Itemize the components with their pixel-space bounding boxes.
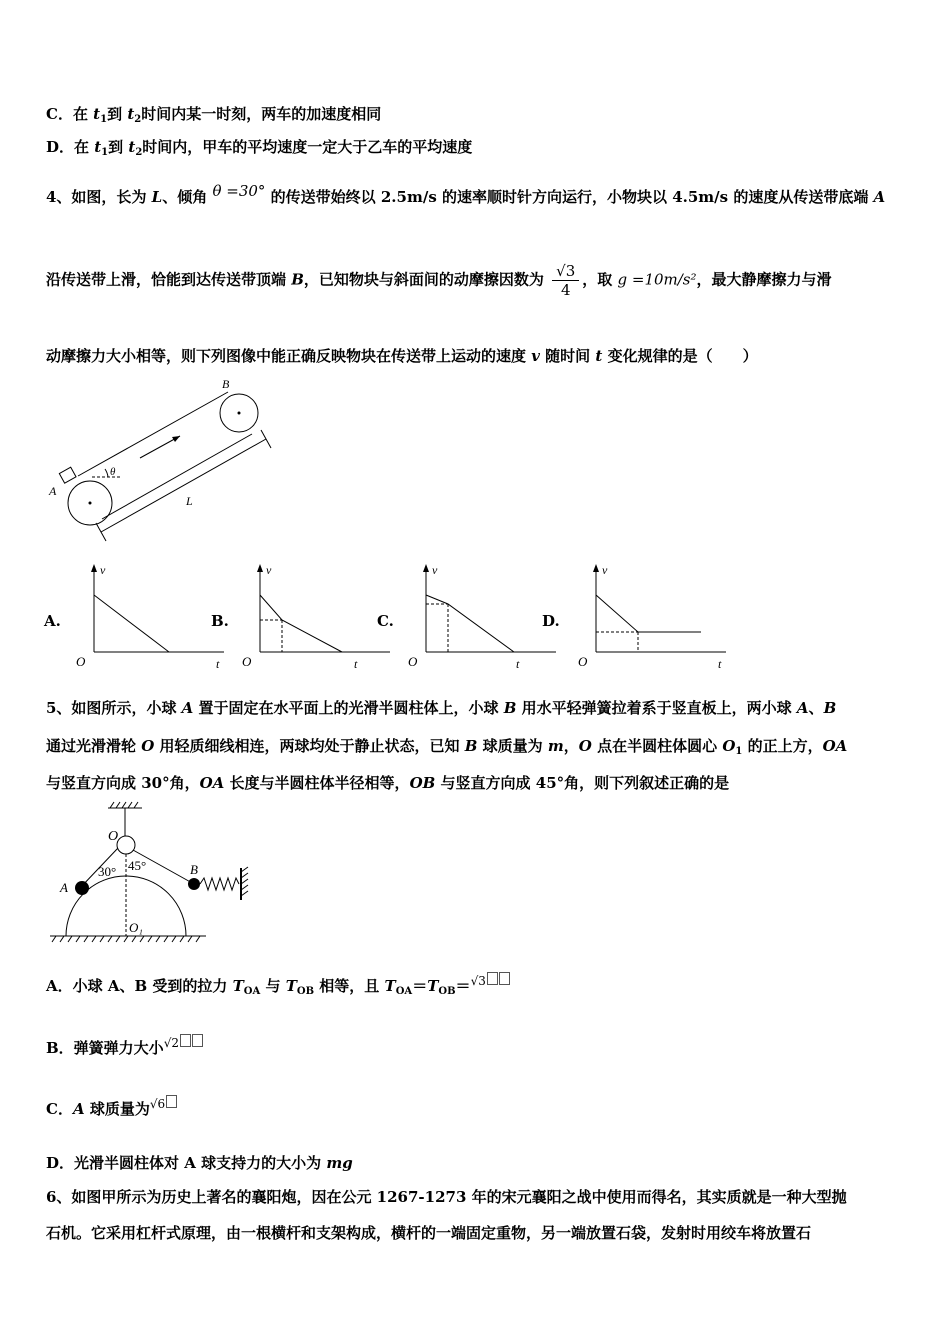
pulley-o bbox=[117, 836, 135, 854]
q6-line-2 bbox=[46, 1222, 811, 1243]
sqrt-expression: √2 bbox=[163, 1036, 179, 1050]
label-o1: O₁ bbox=[129, 920, 143, 935]
t-label: t bbox=[516, 657, 520, 671]
option-a-graph[interactable] bbox=[74, 562, 234, 672]
origin-label: O bbox=[578, 654, 588, 669]
q5-option-d bbox=[46, 1152, 353, 1173]
pulley-center bbox=[89, 502, 92, 505]
text: ，取 bbox=[582, 270, 618, 289]
t-symbol: t bbox=[127, 105, 135, 123]
ball-a bbox=[75, 881, 89, 895]
missing-glyph bbox=[499, 972, 510, 985]
text: ，最大静摩擦力与滑 bbox=[696, 270, 832, 289]
subscript: OA bbox=[243, 986, 261, 997]
q5-line-3 bbox=[46, 772, 729, 793]
arrow-head bbox=[172, 436, 180, 442]
q5-option-c bbox=[46, 1095, 177, 1119]
option-b-graph[interactable] bbox=[240, 562, 400, 672]
subscript: OA bbox=[395, 986, 413, 997]
option-b-label[interactable]: B. bbox=[211, 612, 229, 630]
subscript: 2 bbox=[135, 147, 143, 158]
t-symbol: t bbox=[94, 138, 102, 156]
conveyor-belt-figure bbox=[44, 374, 284, 544]
center-o1: O bbox=[722, 737, 736, 755]
q3-option-c bbox=[46, 103, 381, 125]
text: 变化规律的是（ ） bbox=[602, 347, 758, 365]
t-symbol: t bbox=[128, 138, 136, 156]
weight-symbol: mg bbox=[326, 1154, 353, 1172]
segment-oa: OA bbox=[822, 737, 848, 755]
numerator: √3 bbox=[552, 262, 579, 281]
ball-b: B bbox=[464, 737, 478, 755]
v-symbol: v bbox=[531, 347, 540, 365]
text: 用水平轻弹簧拉着系于竖直板上，两小球 bbox=[516, 699, 797, 717]
q4-line-3 bbox=[46, 345, 758, 366]
text: 相等，且 bbox=[314, 977, 385, 995]
text: ＝ bbox=[412, 977, 428, 995]
v-t-line bbox=[426, 595, 514, 652]
text: C．在 bbox=[46, 105, 94, 123]
ball-b: B bbox=[823, 699, 837, 717]
arrow bbox=[257, 564, 263, 572]
text: 长度与半圆柱体半径相等， bbox=[224, 774, 410, 792]
label-a: A bbox=[49, 484, 57, 498]
length-tick bbox=[96, 523, 106, 541]
missing-glyph bbox=[166, 1095, 177, 1108]
q6-line-1 bbox=[46, 1186, 847, 1207]
label-a: A bbox=[60, 880, 68, 895]
pulley-center bbox=[238, 412, 241, 415]
segment-oa: OA bbox=[199, 774, 225, 792]
text: 通过光滑滑轮 bbox=[46, 737, 142, 755]
angle-arc bbox=[105, 469, 108, 477]
text: 的传送带始终以 2.5m/s 的速率顺时针方向运行，小物块以 4.5m/s 的速度从传送带底端 bbox=[265, 188, 874, 206]
t-symbol: t bbox=[595, 347, 603, 365]
ball-a: A bbox=[72, 1100, 85, 1118]
text: 沿传送带上滑，恰能到达传送带顶端 bbox=[46, 270, 292, 289]
text: C． bbox=[46, 1100, 73, 1118]
v-t-line bbox=[260, 595, 342, 652]
subscript: 2 bbox=[134, 114, 142, 125]
pulley-o: O bbox=[578, 737, 592, 755]
text: 置于固定在水平面上的光滑半圆柱体上，小球 bbox=[193, 699, 504, 717]
ball-a: A bbox=[181, 699, 194, 717]
text: 的正上方， bbox=[742, 737, 823, 755]
option-d-label[interactable]: D. bbox=[542, 612, 560, 630]
subscript: OB bbox=[296, 986, 315, 997]
arrow bbox=[593, 564, 599, 572]
text: 随时间 bbox=[539, 347, 596, 365]
option-a-label[interactable]: A. bbox=[44, 612, 61, 630]
text: 点在半圆柱体圆心 bbox=[591, 737, 723, 755]
ground-hatching bbox=[52, 936, 200, 942]
q5-line-1 bbox=[46, 697, 836, 718]
angle-formula: θ =30° bbox=[212, 182, 266, 200]
gravity-formula: g =10m/s² bbox=[617, 270, 697, 289]
q4-options bbox=[44, 562, 724, 672]
v-t-line bbox=[596, 595, 701, 632]
t-symbol: t bbox=[93, 105, 101, 123]
subscript: 1 bbox=[100, 114, 108, 125]
t-label: t bbox=[718, 657, 722, 671]
text: 用轻质细线相连，两球均处于静止状态，已知 bbox=[154, 737, 465, 755]
option-d-graph[interactable] bbox=[576, 562, 736, 672]
spring bbox=[200, 878, 239, 890]
missing-glyph bbox=[192, 1034, 203, 1047]
ball-b: B bbox=[503, 699, 517, 717]
text: 、倾角 bbox=[162, 188, 213, 206]
sqrt-expression: √3 bbox=[470, 974, 486, 988]
missing-glyph bbox=[487, 972, 498, 985]
text: ＝ bbox=[455, 977, 471, 995]
sqrt-expression: √6 bbox=[149, 1097, 166, 1111]
wall-hatching bbox=[241, 867, 248, 896]
belt-bottom bbox=[102, 434, 252, 519]
text: 到 bbox=[108, 138, 129, 156]
text: D．光滑半圆柱体对 A 球支持力的大小为 bbox=[46, 1154, 327, 1172]
label-30deg: 30° bbox=[98, 864, 117, 879]
text: B．弹簧弹力大小 bbox=[46, 1039, 164, 1057]
v-label: v bbox=[602, 563, 608, 577]
length-symbol: L bbox=[151, 188, 163, 206]
q5-line-2 bbox=[46, 735, 847, 757]
label-o: O bbox=[108, 829, 119, 844]
label-45deg: 45° bbox=[128, 858, 147, 873]
origin-label: O bbox=[242, 654, 252, 669]
q3-option-d bbox=[46, 136, 472, 158]
arrow bbox=[91, 564, 97, 572]
pulley-o: O bbox=[141, 737, 155, 755]
mass-symbol: m bbox=[547, 737, 564, 755]
text: 与竖直方向成 45°角，则下列叙述正确的是 bbox=[435, 774, 730, 792]
q4-line-1 bbox=[46, 182, 885, 207]
subscript: OB bbox=[438, 986, 456, 997]
point-a: A bbox=[873, 188, 886, 206]
text: 球质量为 bbox=[84, 1100, 150, 1118]
ball-a: A bbox=[796, 699, 809, 717]
text: 4、如图，长为 bbox=[46, 188, 152, 206]
text: 、 bbox=[808, 699, 824, 717]
q5-option-b bbox=[46, 1034, 203, 1058]
text: D．在 bbox=[46, 138, 95, 156]
t-label: t bbox=[354, 657, 358, 671]
label-b: B bbox=[222, 377, 230, 391]
tension-symbol: T bbox=[285, 977, 297, 995]
origin-label: O bbox=[408, 654, 418, 669]
origin-label: O bbox=[76, 654, 86, 669]
t-label: t bbox=[216, 657, 220, 671]
denominator: 4 bbox=[560, 281, 571, 299]
text: 球质量为 bbox=[477, 737, 548, 755]
text: 5、如图所示，小球 bbox=[46, 699, 182, 717]
subscript: 1 bbox=[735, 746, 743, 757]
pulley-hemisphere-figure bbox=[46, 800, 266, 950]
text: 动摩擦力大小相等，则下列图像中能正确反映物块在传送带上运动的速度 bbox=[46, 347, 532, 365]
tension-symbol: T bbox=[384, 977, 396, 995]
label-l: L bbox=[186, 494, 193, 508]
subscript: 1 bbox=[101, 147, 109, 158]
text: ， bbox=[563, 737, 579, 755]
ceiling-hatching bbox=[110, 802, 138, 808]
v-t-line bbox=[94, 595, 169, 652]
ball-b bbox=[188, 878, 200, 890]
tension-symbol: T bbox=[232, 977, 244, 995]
text: 6、如图甲所示为历史上著名的襄阳炮，因在公元 1267-1273 年的宋元襄阳之战中使用而得名，其实质就是一种大型抛 bbox=[46, 1188, 847, 1206]
arrow bbox=[423, 564, 429, 572]
length-line bbox=[101, 439, 266, 532]
label-b: B bbox=[190, 862, 198, 877]
point-b: B bbox=[291, 270, 304, 289]
length-tick bbox=[261, 430, 271, 448]
segment-ob: OB bbox=[409, 774, 436, 792]
text: 时间内，甲车的平均速度一定大于乙车的平均速度 bbox=[142, 138, 473, 156]
option-c-label[interactable]: C. bbox=[377, 612, 394, 630]
text: 到 bbox=[107, 105, 128, 123]
text: A．小球 A、B 受到的拉力 bbox=[46, 977, 233, 995]
text: 石机。它采用杠杆式原理，由一根横杆和支架构成，横杆的一端固定重物，另一端放置石袋，发射时用绞车将放置石 bbox=[46, 1224, 812, 1242]
v-label: v bbox=[100, 563, 106, 577]
friction-fraction bbox=[552, 262, 579, 299]
text: 与 bbox=[260, 977, 286, 995]
tension-symbol: T bbox=[427, 977, 439, 995]
q4-line-2 bbox=[46, 262, 832, 299]
v-label: v bbox=[266, 563, 272, 577]
missing-glyph bbox=[180, 1034, 191, 1047]
text: 时间内某一时刻，两车的加速度相同 bbox=[141, 105, 382, 123]
belt-top bbox=[78, 392, 228, 476]
text: 与竖直方向成 30°角， bbox=[46, 774, 200, 792]
label-theta: θ bbox=[110, 466, 116, 478]
v-label: v bbox=[432, 563, 438, 577]
text: ，已知物块与斜面间的动摩擦因数为 bbox=[303, 270, 550, 289]
q5-option-a bbox=[46, 972, 510, 997]
block bbox=[59, 467, 76, 483]
